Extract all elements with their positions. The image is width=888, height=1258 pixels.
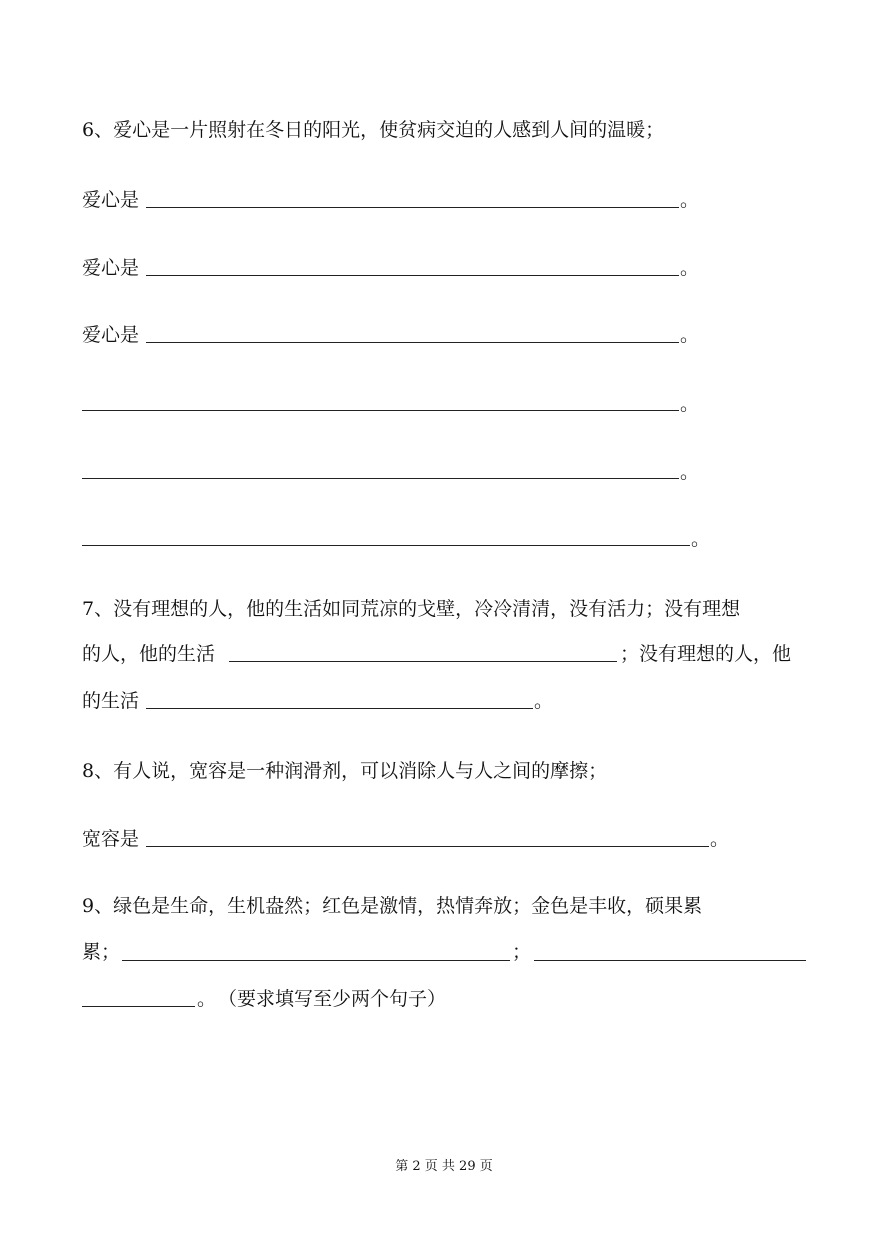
q9-line-1: 9、绿色是生命，生机盎然；红色是激情，热情奔放；金色是丰收，硕果累 — [82, 895, 703, 917]
q6-lead-3: 爱心是 — [82, 324, 140, 346]
q9-semicolon: ； — [512, 941, 532, 963]
page-footer: 第 2 页 共 29 页 — [395, 1159, 493, 1174]
q7-blank-1[interactable] — [229, 661, 617, 662]
q6-period-3: 。 — [680, 324, 700, 346]
q6-blank-3[interactable] — [146, 342, 679, 343]
q6-period-2: 。 — [680, 257, 700, 279]
q6-blank-4[interactable] — [82, 410, 679, 411]
q7-line-1: 7、没有理想的人，他的生活如同荒凉的戈壁，冷冷清清，没有活力；没有理想 — [82, 598, 741, 620]
q6-prompt: 6、爱心是一片照射在冬日的阳光，使贫病交迫的人感到人间的温暖； — [82, 119, 665, 141]
q6-period-6: 。 — [691, 528, 711, 550]
q6-lead-2: 爱心是 — [82, 257, 140, 279]
q9-blank-2-continued[interactable] — [82, 1006, 195, 1007]
q6-period-4: 。 — [680, 393, 700, 415]
q7-line-3-start: 的生活 — [82, 690, 140, 712]
q9-requirement-note: （要求填写至少两个句子） — [218, 988, 447, 1010]
q7-line-2-start: 的人，他的生活 — [82, 643, 216, 665]
q8-lead: 宽容是 — [82, 828, 140, 850]
q8-blank[interactable] — [146, 846, 709, 847]
q8-period: 。 — [710, 828, 730, 850]
q6-period-5: 。 — [680, 461, 700, 483]
q6-blank-2[interactable] — [146, 275, 679, 276]
q7-line-2-end: ；没有理想的人，他 — [620, 643, 792, 665]
q6-blank-5[interactable] — [82, 478, 679, 479]
q9-blank-2[interactable] — [534, 960, 806, 961]
q7-period: 。 — [534, 690, 554, 712]
q6-blank-6[interactable] — [82, 545, 690, 546]
q8-prompt: 8、有人说，宽容是一种润滑剂，可以消除人与人之间的摩擦； — [82, 760, 608, 782]
q6-blank-1[interactable] — [146, 207, 679, 208]
q9-line-2-start: 累； — [82, 941, 121, 963]
q6-period-1: 。 — [680, 189, 700, 211]
q9-period: 。 — [197, 988, 217, 1010]
q6-lead-1: 爱心是 — [82, 189, 140, 211]
q9-blank-1[interactable] — [122, 960, 510, 961]
q7-blank-2[interactable] — [146, 708, 533, 709]
